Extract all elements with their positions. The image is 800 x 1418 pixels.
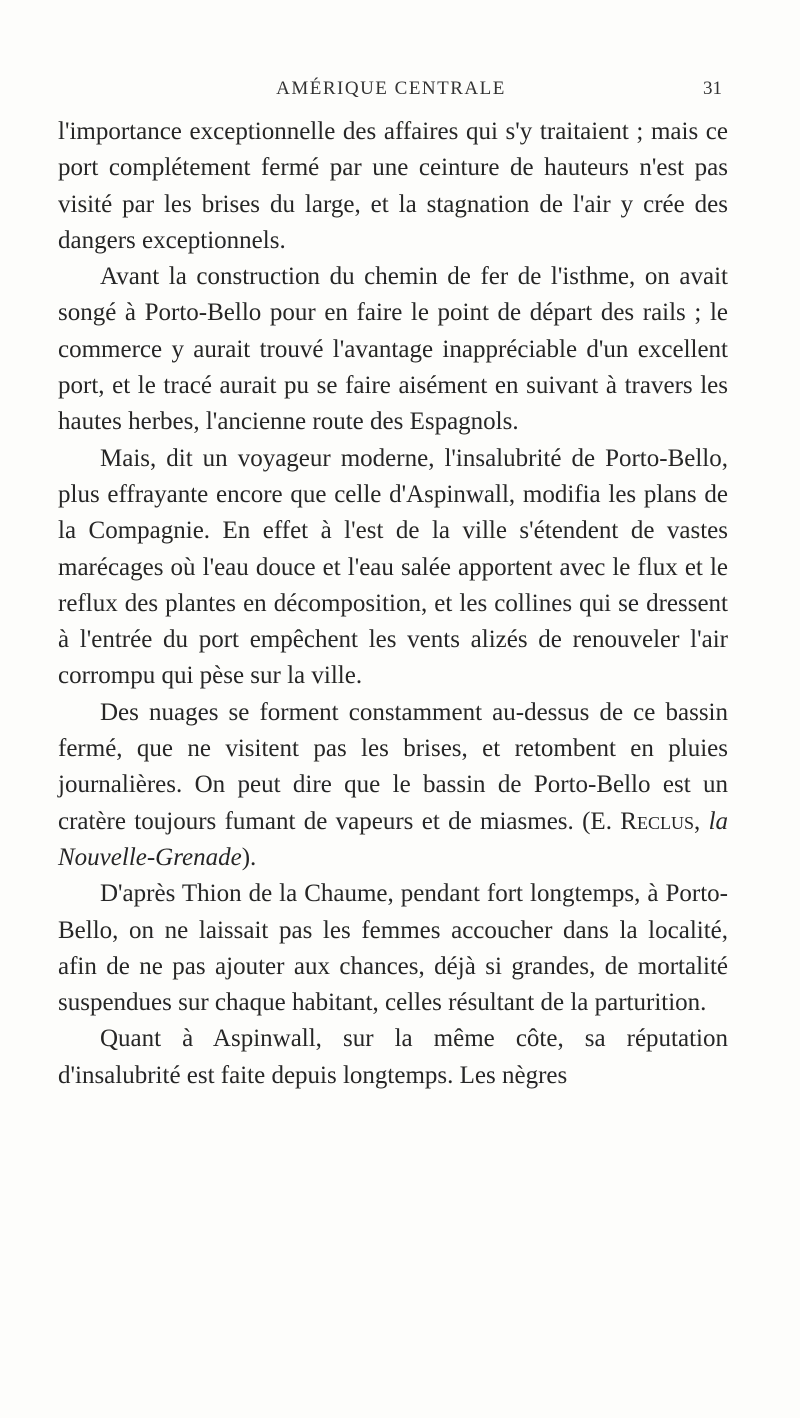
body-text: [58, 114, 728, 1094]
paragraph-3: Mais, dit un voyageur moderne, l'insalubrité de Porto-Bello, plus effrayante encore que celle d'Aspinwall, modifia les plans de la Compagnie. En effet à l'est de la ville s'étendent de vastes marécages où l'eau douce et l'eau salée apportent avec le flux et le reflux des plantes en décomposition, et les collines qui se dressent à l'entrée du port empêchent les vents alizés de renouveler l'air corrompu qui pèse sur la ville.: [58, 444, 728, 690]
citation-separator: ,: [693, 807, 709, 835]
running-title: AMÉRIQUE CENTRALE: [276, 78, 506, 99]
paragraph-1: l'importance exceptionnelle des affaires qui s'y traitaient ; mais ce port complétement fermé par une ceinture de hauteurs n'est pas visité par les brises du large, et la stagnation de l'air y crée des dangers exceptionnels.: [58, 118, 728, 254]
citation-author: Reclus: [620, 807, 694, 835]
running-head: [58, 78, 724, 106]
page-number: 31: [703, 78, 722, 99]
citation-source: la Nouvelle-Grenade: [58, 807, 729, 871]
paragraph-5: D'après Thion de la Chaume, pendant fort longtemps, à Porto-Bello, on ne laissait pas les femmes accoucher dans la localité, afin de ne pas ajouter aux chances, déjà si grandes, de mortalité suspendues sur chaque habitant, celles résultant de la parturition.: [58, 880, 728, 1017]
paragraph-2: Avant la construction du chemin de fer de l'isthme, on avait songé à Porto-Bello pour en faire le point de départ des rails ; le commerce y aurait trouvé l'avantage inappréciable d'un excellent port, et le tracé aurait pu se faire aisément en suivant à travers les hautes herbes, l'ancienne route des Espagnols.: [58, 263, 728, 436]
paragraph-4: [58, 695, 728, 876]
paragraph-4-text: Des nuages se forment constamment au-dessus de ce bassin fermé, que ne visitent pas les brises, et retombent en pluies journalières. On peut dire que le bassin de Porto-Bello est un cratère toujours fumant de vapeurs et de miasmes. (E.: [58, 698, 728, 835]
citation-end: ).: [241, 843, 257, 871]
paragraph-6: Quant à Aspinwall, sur la même côte, sa réputation d'insalubrité est faite depuis longtemps. Les nègres: [58, 1025, 728, 1089]
